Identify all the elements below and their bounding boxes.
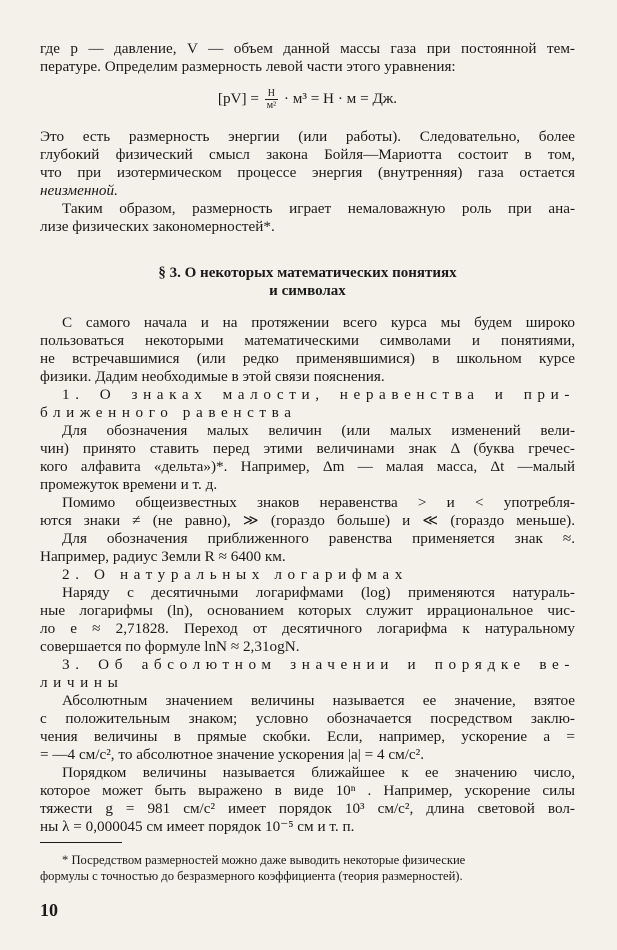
fraction-denominator: м² xyxy=(266,100,277,111)
text-line: Это есть размерность энергии (или работы). Следовательно, более xyxy=(40,128,575,145)
text-line: ны λ = 0,000045 см имеет порядок 10⁻⁵ см и т. п. xyxy=(40,818,355,835)
text-line: Абсолютным значением величины называется ее значение, взятое xyxy=(62,692,575,709)
formula-fraction xyxy=(265,88,278,111)
subsection-title: ближенного равенства xyxy=(40,404,297,421)
text-line: пературе. Определим размерность левой части этого уравнения: xyxy=(40,58,456,75)
text-line: что при изотермическом процессе энергия (внутренняя) газа остается xyxy=(40,164,575,181)
subsection-title: 3. Об абсолютном значении и порядке ве- xyxy=(62,656,575,673)
subsection-title: 2. О натуральных логарифмах xyxy=(62,566,408,583)
text-line: чин) принято ставить перед этими величинами знак Δ (буква гречес- xyxy=(40,440,575,457)
text-line: промежуток времени и т. д. xyxy=(40,476,218,493)
text-line: пользоваться некоторыми математическими символами и понятиями, xyxy=(40,332,575,349)
text-line: чения величины в прямые скобки. Если, например, ускорение a = xyxy=(40,728,575,745)
text-line: где p — давление, V — объем данной массы газа при постоянной тем- xyxy=(40,40,575,57)
text-line: ные логарифмы (ln), основанием которых служит иррациональное чис- xyxy=(40,602,575,619)
text-line: кого алфавита «дельта»)*. Например, Δm — малая масса, Δt —малый xyxy=(40,458,575,475)
formula-right: · м³ = Н · м = Дж. xyxy=(283,89,398,107)
text-line: лизе физических закономерностей*. xyxy=(40,218,275,235)
text-line: Наряду с десятичными логарифмами (log) применяются натураль- xyxy=(62,584,575,601)
page-number: 10 xyxy=(40,900,58,920)
formula-left: [pV] = xyxy=(217,89,259,107)
text-line: Порядком величины называется ближайшее к ее значению число, xyxy=(62,764,575,781)
fraction-numerator: Н xyxy=(265,88,278,100)
text-line: которое может быть выражено в виде 10ⁿ . Например, ускорение силы xyxy=(40,782,575,799)
text-line: = —4 см/с², то абсолютное значение ускорения |a| = 4 см/с². xyxy=(40,746,425,763)
text-line: Таким образом, размерность играет немаловажную роль при ана- xyxy=(62,200,575,217)
text-line: физики. Дадим необходимые в этой связи пояснения. xyxy=(40,368,385,385)
text-line: ло e ≈ 2,71828. Переход от десятичного логарифма к натуральному xyxy=(40,620,575,637)
text-line: неизменной. xyxy=(40,182,118,199)
subsection-title: личины xyxy=(40,674,124,691)
footnote-line: формулы с точностью до безразмерного коэффициента (теория размерностей). xyxy=(40,869,463,883)
text-line: Например, радиус Земли R ≈ 6400 км. xyxy=(40,548,286,565)
text-line: С самого начала и на протяжении всего курса мы будем широко xyxy=(62,314,575,331)
formula xyxy=(40,88,575,111)
text-line: тяжести g = 981 см/с² имеет порядок 10³ см/с², длина световой вол- xyxy=(40,800,575,817)
text-line: не встречавшимися (или редко применявшимися) в школьном курсе xyxy=(40,350,575,367)
text-line: Для обозначения приближенного равенства применяется знак ≈. xyxy=(62,530,575,547)
text-line: с положительным знаком; условно обозначается посредством заклю- xyxy=(40,710,575,727)
text-line: Для обозначения малых величин (или малых изменений вели- xyxy=(62,422,575,439)
text-line: Помимо общеизвестных знаков неравенства > и < употребля- xyxy=(62,494,575,511)
subsection-title: 1. О знаках малости, неравенства и при- xyxy=(62,386,575,403)
footnote-line: * Посредством размерностей можно даже выводить некоторые физические xyxy=(62,853,466,867)
text-line: совершается по формуле lnN ≈ 2,31ogN. xyxy=(40,638,300,655)
section-heading: § 3. О некоторых математических понятиях xyxy=(158,265,457,281)
footnote-divider xyxy=(40,842,122,843)
text-line: глубокий физический смысл закона Бойля—Мариотта состоит в том, xyxy=(40,146,575,163)
section-heading: и символах xyxy=(269,283,346,299)
text-line: ются знаки ≠ (не равно), ≫ (гораздо больше) и ≪ (гораздо меньше). xyxy=(40,512,575,529)
